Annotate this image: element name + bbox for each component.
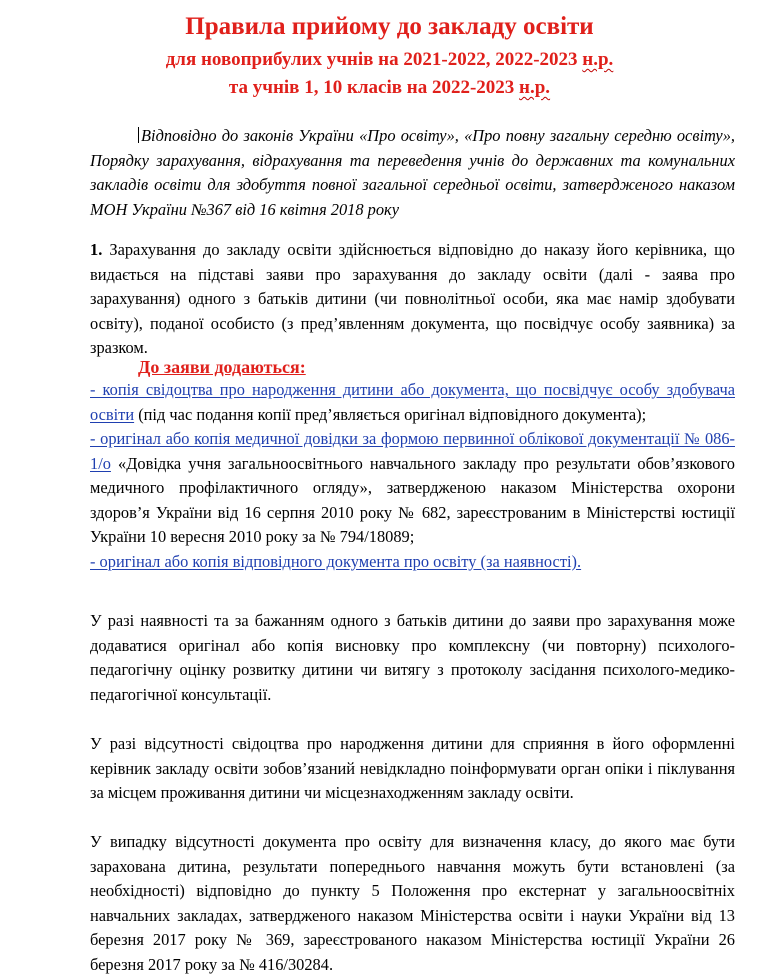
paragraph-psychological-assessment: У разі наявності та за бажанням одного з батьків дитини до заяви про зарахування може додаватися оригінал або копія висновку про комплексну (чи повторну) психолого-педагогічну оцінку розвитку дитини чи витягу з протоколу засідання психолого-медико-педагогічної консультації. (90, 611, 735, 704)
document-title-text: Правила прийому до закладу освіти (185, 13, 594, 40)
document-subtitle-2 (0, 74, 779, 102)
subtitle-1-main: для новоприбулих учнів на 2021-2022, 2022-2023 (165, 49, 583, 70)
attachment-item-1 (90, 378, 735, 427)
attachments-list (90, 378, 735, 574)
paragraph-missing-birth-certificate: У разі відсутності свідоцтва про народження дитини для сприяння в його оформленні керівник закладу освіти зобов’язаний невідкладно поінформувати орган опіки і піклування за місцем проживання дитини чи місцезнаходженням закладу освіти. (90, 734, 735, 802)
intro-paragraph[interactable] (90, 124, 735, 222)
attachment-item-2-text: «Довідка учня загальноосвітнього навчального закладу про результати обов’язкового медичного профілактичного огляду», затвердженою наказом Міністерства охорони здоров’я України від 16 серпня 2010 року № 682, зареєстрованим в Міністерстві юстиції України 10 вересня 2010 року за № 794/18089; (90, 453, 735, 546)
document-subtitle-1 (0, 46, 779, 74)
attachments-heading: До заяви додаються: (138, 357, 306, 377)
attachment-link-medical-certificate[interactable]: - оригінал або копія медичної довідки за формою первинної облікової документації № 086-1/о (90, 429, 735, 473)
subtitle-2-abbr: н.р. (519, 77, 551, 98)
paragraph-missing-education-document: У випадку відсутності документа про освіту для визначення класу, до якого має бути зарахована дитина, результати попереднього навчання можуть бути встановлені (за необхідності) відповідно до пункту 5 Положення про екстернат у загальноосвітніх навчальних закладах, затвердженого наказом Міністерства освіти і науки України від 13 березня 2017 року № 369, зареєстрованого наказом Міністерства юстиції України 26 березня 2017 року за № 416/30284. (90, 832, 735, 974)
text-cursor (138, 127, 139, 143)
attachment-item-3 (90, 550, 735, 575)
attachment-link-education-document[interactable]: - оригінал або копія відповідного документа про освіту (за наявності). (90, 551, 582, 571)
subtitle-2-main: та учнів 1, 10 класів на 2022-2023 (228, 77, 520, 98)
section-1-number: 1. (90, 240, 103, 259)
attachment-link-birth-certificate[interactable]: - копія свідоцтва про народження дитини або документа, що посвідчує особу здобувача освіти (90, 380, 735, 424)
section-1-paragraph (90, 238, 735, 361)
intro-text: Відповідно до законів України «Про освіту», «Про повну загальну середню освіту», Порядку зарахування, відрахування та переведення учнів до державних та комунальних закладів освіти для здобуття повної загальної середньої освіти, затвердженого наказом МОН України №367 від 16 квітня 2018 року (90, 126, 735, 219)
attachment-item-1-text: (під час подання копії пред’являється оригінал відповідного документа); (134, 404, 647, 424)
subtitle-1-abbr: н.р. (582, 49, 614, 70)
attachment-item-2 (90, 427, 735, 550)
document-title (0, 12, 779, 42)
section-1-text: Зарахування до закладу освіти здійснюється відповідно до наказу його керівника, що видається на підставі заяви про зарахування до закладу освіти (далі - заява про зарахування) одного з батьків дитини (чи повнолітньої особи, яка має намір здобувати освіту), поданої особисто (з пред’явленням документа, що посвідчує особу заявника) за зразком. (90, 240, 735, 357)
